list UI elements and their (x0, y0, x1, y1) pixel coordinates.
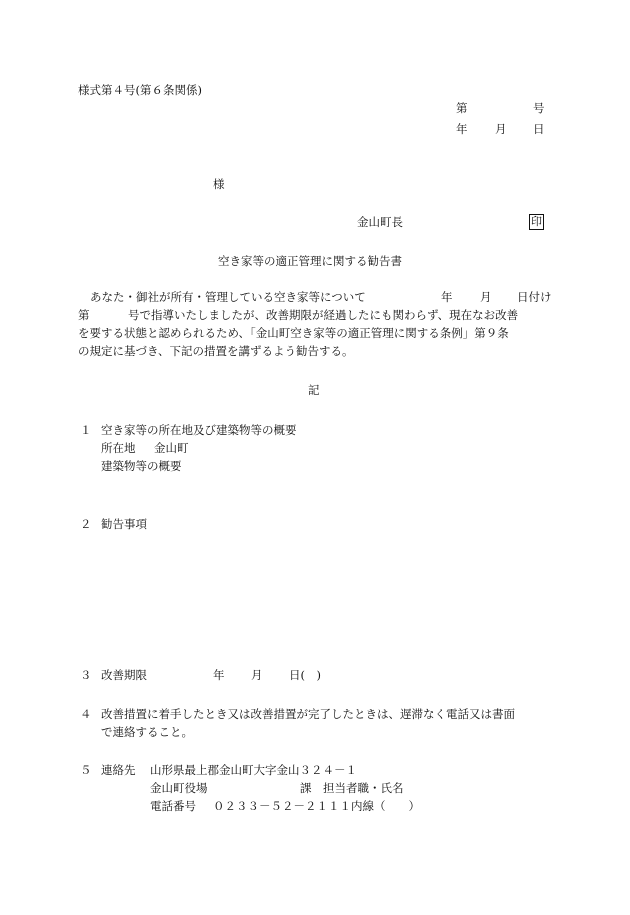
item4-num: ４ (80, 707, 92, 721)
date-day: 日 (533, 122, 545, 136)
item5-office: 金山町役場 (150, 781, 208, 795)
item1-location-label: 所在地 (101, 441, 136, 455)
item1-num: １ (80, 423, 92, 437)
issuer: 金山町長 (357, 215, 403, 229)
body-line3: を要する状態と認められるため、「金山町空き家等の適正管理に関する条例」第９条 (78, 326, 509, 340)
body-line2-rest: 号で指導いたしましたが、改善期限が経過したにも関わらず、現在なお改善 (128, 308, 519, 322)
item3-month: 月 (251, 668, 263, 682)
item5-num: ５ (80, 763, 92, 777)
body-line1-day: 日付け (517, 290, 552, 304)
body-line1-year: 年 (441, 290, 453, 304)
item3-day: 日( ) (289, 668, 321, 682)
item3-num: ３ (80, 668, 92, 682)
body-line4: の規定に基づき、下記の措置を講ずるよう勧告する。 (78, 344, 354, 358)
doc-no-go: 号 (533, 101, 545, 115)
item5-label: 連絡先 (101, 763, 136, 777)
item5-phone-label: 電話番号 (150, 799, 196, 813)
date-year: 年 (456, 122, 468, 136)
item4-line1: 改善措置に着手したとき又は改善措置が完了したときは、遅滞なく電話又は書面 (101, 707, 515, 721)
body-line2-dai: 第 (78, 308, 90, 322)
item2-title: 勧告事項 (101, 517, 147, 531)
item5-section: 課 (300, 781, 312, 795)
form-id: 様式第４号(第６条関係) (78, 83, 202, 97)
item1-location-value: 金山町 (154, 441, 189, 455)
item5-address: 山形県最上郡金山町大字金山３２４－１ (150, 763, 357, 777)
item5-phone: ０２３３－５２－２１１１内線（ ） (213, 799, 420, 813)
date-month: 月 (495, 122, 507, 136)
item1-building-label: 建築物等の概要 (101, 459, 182, 473)
doc-no-dai: 第 (456, 101, 468, 115)
ki-marker: 記 (308, 383, 320, 397)
item1-title: 空き家等の所在地及び建築物等の概要 (101, 423, 297, 437)
body-line1-a: あなた・御社が所有・管理している空き家等について (90, 290, 366, 304)
seal-char: 印 (531, 215, 542, 228)
item3-title: 改善期限 (101, 668, 147, 682)
item4-line2: で連絡すること。 (101, 725, 193, 739)
document-title: 空き家等の適正管理に関する勧告書 (218, 254, 402, 268)
body-line1-month: 月 (480, 290, 492, 304)
item5-person: 担当者職・氏名 (323, 781, 404, 795)
item2-num: ２ (80, 517, 92, 531)
seal-stamp (529, 214, 544, 230)
addressee-suffix: 様 (213, 177, 225, 191)
item3-year: 年 (213, 668, 225, 682)
